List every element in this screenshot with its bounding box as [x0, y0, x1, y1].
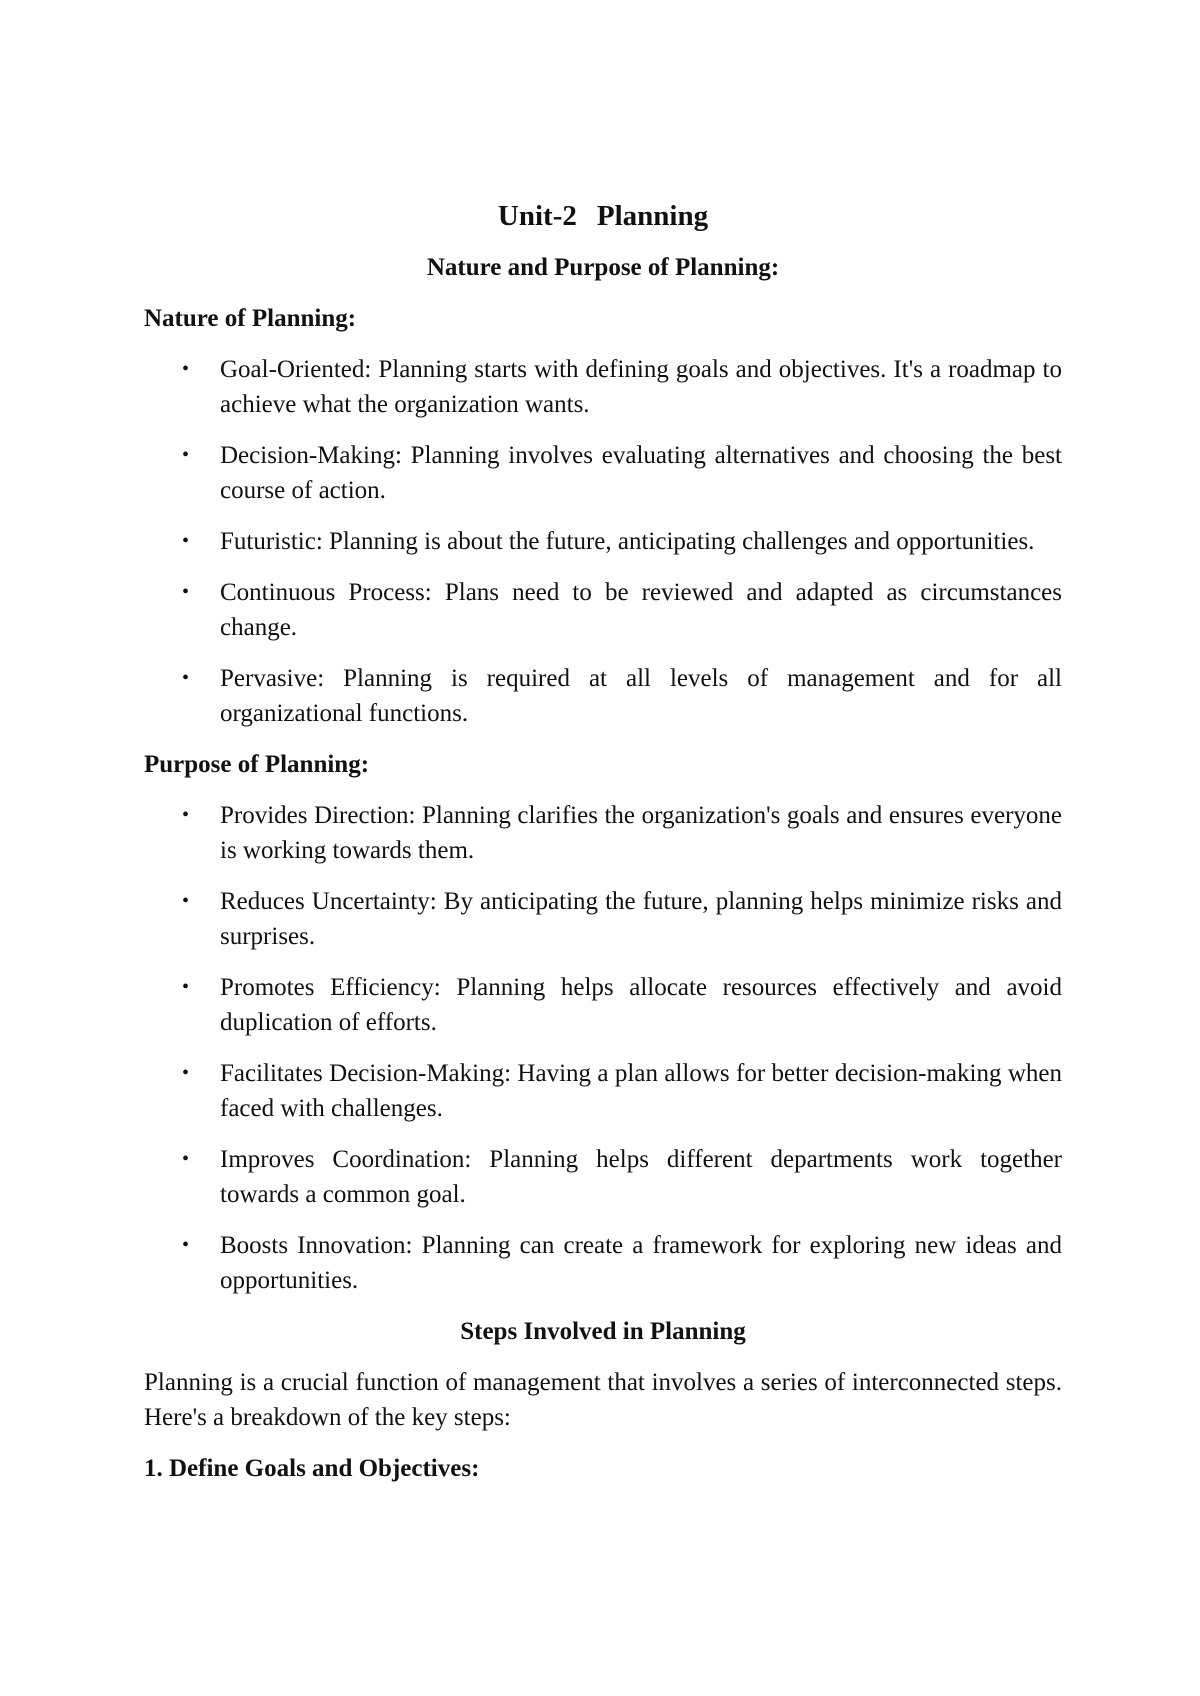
list-item: • Decision-Making: Planning involves evaluating alternatives and choosing the best course of action. [144, 438, 1062, 508]
bullet-icon: • [182, 1062, 190, 1084]
unit-name: Planning [596, 200, 709, 232]
bullet-icon: • [182, 667, 190, 689]
bullet-icon: • [182, 1148, 190, 1170]
list-item: • Improves Coordination: Planning helps different departments work together towards a common goal. [144, 1142, 1062, 1212]
document-page [144, 196, 1062, 1502]
list-item: • Reduces Uncertainty: By anticipating the future, planning helps minimize risks and surprises. [144, 884, 1062, 954]
bullet-icon: • [182, 804, 190, 826]
unit-label: Unit-2 [497, 200, 577, 232]
list-item: • Continuous Process: Plans need to be reviewed and adapted as circumstances change. [144, 575, 1062, 645]
unit-title [144, 196, 1062, 236]
section-subtitle: Nature and Purpose of Planning: [426, 254, 780, 281]
nature-list [144, 352, 1062, 731]
list-item: • Goal-Oriented: Planning starts with defining goals and objectives. It's a roadmap to achieve what the organization wants. [144, 352, 1062, 422]
nature-heading: Nature of Planning: [144, 305, 357, 332]
steps-intro-paragraph: Planning is a crucial function of management that involves a series of interconnected steps. Here's a breakdown of the key steps: [144, 1369, 1062, 1431]
bullet-icon: • [182, 1234, 190, 1256]
list-item: • Boosts Innovation: Planning can create a framework for exploring new ideas and opportunities. [144, 1228, 1062, 1298]
list-item: • Facilitates Decision-Making: Having a plan allows for better decision-making when faced with challenges. [144, 1056, 1062, 1126]
bullet-icon: • [182, 358, 190, 380]
list-item: • Promotes Efficiency: Planning helps allocate resources effectively and avoid duplication of efforts. [144, 970, 1062, 1040]
bullet-icon: • [182, 890, 190, 912]
list-item: • Provides Direction: Planning clarifies the organization's goals and ensures everyone is working towards them. [144, 798, 1062, 868]
bullet-icon: • [182, 976, 190, 998]
bullet-icon: • [182, 444, 190, 466]
step-1-heading: 1. Define Goals and Objectives: [144, 1455, 480, 1482]
list-item: • Futuristic: Planning is about the future, anticipating challenges and opportunities. [144, 524, 1062, 559]
purpose-heading: Purpose of Planning: [144, 751, 370, 778]
bullet-icon: • [182, 581, 190, 603]
bullet-icon: • [182, 530, 190, 552]
list-item: • Pervasive: Planning is required at all levels of management and for all organizational functions. [144, 661, 1062, 731]
purpose-list [144, 798, 1062, 1298]
steps-heading: Steps Involved in Planning [460, 1318, 746, 1345]
